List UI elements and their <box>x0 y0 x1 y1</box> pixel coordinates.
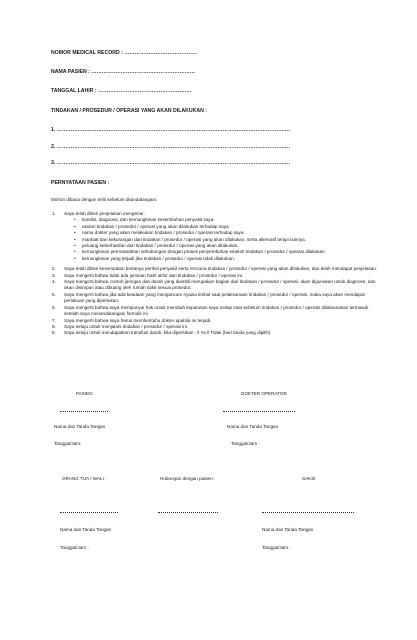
guardian-date-time: Tanggal/Jam : <box>60 545 89 550</box>
procedure-line-2: 2. ……………………………………………………………………………………………………………………… <box>51 144 291 150</box>
list-item: 7. Saya mengerti bahwa saya harus memberitahu dokter apabila ini terjadi. <box>52 317 212 323</box>
list-item: 5. Saya mengerti bahwa jika ada keadaan yang mengancam nyawa timbul saat pelaksanaan tindakan / prosedur / operasi, maka saya akan mendapat perlakuan yang diperlukan. <box>52 291 365 304</box>
item-number: 1. <box>52 211 56 216</box>
procedure-line-1: 1. ……………………………………………………………………………………………………………………… <box>51 127 291 133</box>
list-item: 2. Saya telah diberi kesempatan bertanya perihal penyakit serta rencana tindakan / prosedur / operasi yang akan dilakukan, dan telah mendapat penjelasan. <box>52 266 378 272</box>
bullet-icon: • <box>74 230 76 236</box>
bullet-icon: • <box>74 249 76 255</box>
medical-record-field: NOMOR MEDICAL RECORD : …………………………………… <box>51 50 198 56</box>
doctor-signature-label: DOKTER OPERATOR <box>241 391 287 396</box>
statement-list <box>52 211 382 337</box>
sub-list-item: • kemungkinan permasalahan sehubungan dengan proses penyembuhan setelah tindakan / prosedur / operasi dilakukan. <box>74 249 326 255</box>
bullet-icon: • <box>74 217 76 223</box>
procedure-title: TINDAKAN / PROSEDUR / OPERASI YANG AKAN DILAKUKAN : <box>51 108 208 114</box>
guardian-label: ORANG TUA / WALI : <box>62 476 107 481</box>
bullet-icon: • <box>74 223 76 229</box>
witness-signature-line <box>262 512 354 513</box>
statement-intro: Mohon dibaca dengan teliti sebelum ditandatangani. <box>51 197 158 202</box>
sub-list <box>74 217 382 262</box>
patient-name-sign: Nama dan Tanda Tangan <box>54 424 106 429</box>
list-item: 3. Saya mengerti bahwa tidak ada jaminan hasil akhir dari tindakan / prosedur / operasi ini. <box>52 272 244 278</box>
sub-list-item: • kondisi, diagnosa, dan kemungkinan kesembuhan penyakit saya. <box>74 217 215 223</box>
guardian-name-sign: Nama dan Tanda Tangan <box>60 527 112 532</box>
sub-list-item: • nama dokter yang akan melakukan tindakan / prosedur / operasi terhadap saya. <box>74 230 245 236</box>
birth-date-field: TANGGAL LAHIR : ……………………………………………… <box>51 88 192 94</box>
witness-date-time: Tanggal/Jam : <box>262 545 291 550</box>
doctor-signature-line <box>223 411 295 412</box>
doctor-date-time: Tanggal/Jam : <box>231 441 260 446</box>
list-item: 4. Saya mengerti bahwa contoh jaringan dan darah yang diambil merupakan bagian dari tindakan / prosedur / operasi, akan digunakan untuk diagnose, dan akan disimpan atau dibuang oleh rumah sakit sesuai prosedur. <box>52 279 376 291</box>
relationship-label: Hubungan dengan pasien: <box>160 476 214 481</box>
list-item <box>52 211 382 262</box>
patient-name-field: NAMA PASIEN : …………………………………………………… <box>51 69 196 75</box>
guardian-signature-line <box>60 512 118 513</box>
bullet-icon: • <box>74 255 76 261</box>
patient-signature-label: PASIEN <box>76 391 93 396</box>
sub-list-item: • kemungkinan yang terjadi jika tindakan / prosedur / operasi tidak dilakukan. <box>74 255 235 261</box>
doctor-name-sign: Nama dan Tanda Tangan <box>227 424 279 429</box>
procedure-line-3: 3. ……………………………………………………………………………………………………………………… <box>51 160 291 166</box>
sub-list-item: • usulan tindakan / prosedur / operasi yang akan dilakukan terhadap saya. <box>74 223 230 229</box>
witness-label: SAKSI <box>302 476 316 481</box>
list-item: 8. Saya setuju untuk menjalani tindakan / prosedur / operasi ini. <box>52 323 189 329</box>
list-item: 9. Saya setuju untuk mendapatkan transfusi darah, bila diperlukan : ll Ya ll Tidak (beri tanda yang dipilih) <box>52 330 271 336</box>
list-item: 6. Saya mengerti bahwa saya mempunyai hak untuk merubah keputusan saya setiap saat sebelum tindakan / prosedur / operasi dilaksanakan termasuk setelah saya menandatangani formulir ini <box>52 304 369 317</box>
patient-signature-line <box>60 411 108 412</box>
item-text: Saya telah diberi penjelasan mengenai : <box>64 211 146 216</box>
sub-list-item: • peluang keberhasilan dari tindakan / prosedur / operasi yang akan dilakukan. <box>74 243 239 249</box>
bullet-icon: • <box>74 236 76 242</box>
bullet-icon: • <box>74 243 76 249</box>
relationship-line <box>158 512 218 513</box>
sub-list-item: • manfaat dan kekurangan dari tindakan / prosedur / operasi yang akan dilakukan, serta alternatif terapi lainnya. <box>74 236 306 242</box>
witness-name-sign: Nama dan Tanda Tangan <box>262 527 314 532</box>
statement-title: PERNYATAAN PASIEN : <box>51 180 110 186</box>
patient-date-time: Tanggal/Jam: <box>54 441 82 446</box>
